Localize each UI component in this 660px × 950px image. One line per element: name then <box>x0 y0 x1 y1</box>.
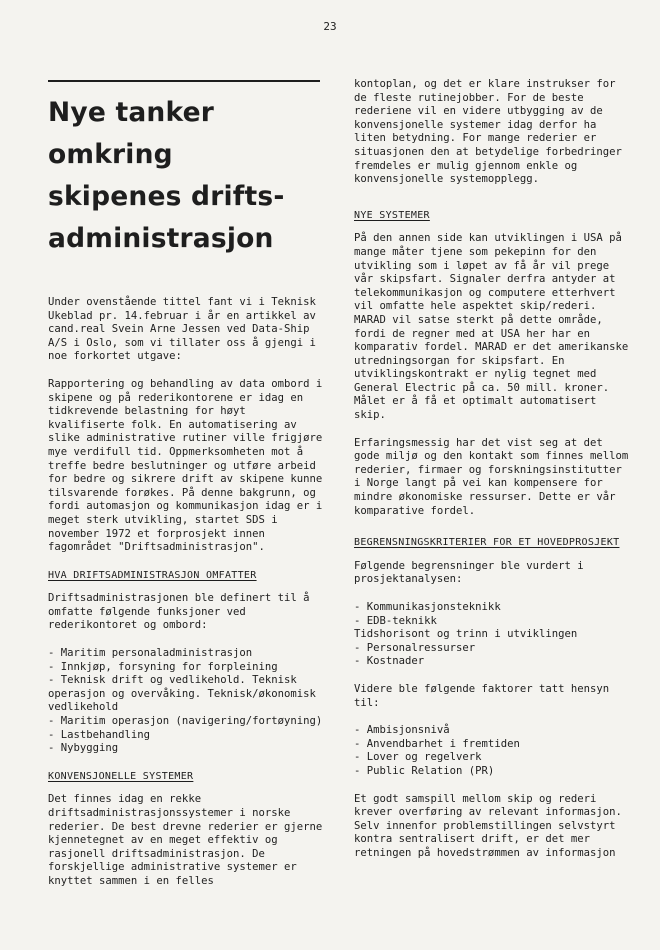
konv-paragraph: Det finnes idag en rekke driftsadministrasjonssystemer i norske rederier. De best drevne rederier er gjerne kjennetegnet av en meget effektiv og rasjonell driftsadministrasjon. De forskjellige administrative systemer er knyttet sammen i en felles <box>48 793 323 887</box>
right-column <box>354 78 630 875</box>
list-item: - Innkjøp, forsyning for forpleining <box>48 660 278 673</box>
list-item: - Lover og regelverk <box>354 751 482 764</box>
list-item: - Nybygging <box>48 742 119 755</box>
list-item: - Maritim personaladministrasjon <box>48 647 253 660</box>
list-item: - Maritim operasjon (navigering/fortøyning) <box>48 715 323 728</box>
page-number: 23 <box>323 20 337 33</box>
factors-list <box>354 724 630 778</box>
list-item: - Kommunikasjonsteknikk <box>354 601 501 613</box>
intro-paragraph: Under ovenstående tittel fant vi i Teknisk Ukeblad pr. 14.februar i år en artikkel av cand.real Svein Arne Jessen ved Data-Ship A/S i Oslo, som vi tillater oss å gjengi i noe forkortet utgave: <box>48 296 316 363</box>
section-heading-hva: HVA DRIFTSADMINISTRASJON OMFATTER <box>48 569 257 581</box>
section-heading-begr: BEGRENSNINGSKRITERIER FOR ET HOVEDPROSJEKT <box>354 537 620 549</box>
left-column <box>48 92 324 903</box>
article-title <box>48 92 324 260</box>
list-item: - Anvendbarhet i fremtiden <box>354 737 520 750</box>
functions-list <box>48 647 324 756</box>
title-rule <box>48 80 320 82</box>
begr-paragraph: Følgende begrensninger ble vurdert i prosjektanalysen: <box>354 559 584 586</box>
list-item: - Ambisjonsnivå <box>354 724 450 737</box>
erfaring-paragraph: Erfaringsmessig har det vist seg at det gode miljø og den kontakt som finnes mellom rederier, firmaer og forskningsinstitutter i Norge langt på vei kan kompensere for mindre økonomiske ressurser. Dette er vår komparative fordel. <box>354 436 629 517</box>
begr-list <box>354 601 630 669</box>
videre-paragraph: Videre ble følgende faktorer tatt hensyn til: <box>354 682 610 709</box>
list-item: - EDB-teknikk <box>354 614 437 627</box>
title-line: skipenes drifts- <box>48 181 285 212</box>
konv-continued-paragraph: kontoplan, og det er klare instrukser for de fleste rutinejobber. For de beste rederiene vil en videre utbygging av de konvensjonelle systemer idag derfor ha liten betydning. For mange rederier er situasjonen den at betydelige forbedringer fremdeles er mulig gjennom enkle og konvensjonelle systemopplegg. <box>354 78 622 186</box>
samspill-paragraph: Et godt samspill mellom skip og rederi krever overføring av relevant informasjon. Selv innenfor problemstillingen selvstyrt kontra sentralisert drift, er det mer retningen på hovedstrømmen av informasjon <box>354 792 622 859</box>
title-line: administrasjon <box>48 223 274 254</box>
nye-paragraph: På den annen side kan utviklingen i USA på mange måter tjene som pekepinn for den utvikling som i løpet av få år vil prege vår skipsfart. Signaler derfra antyder at telekommunikasjon og computere etterhvert vil omfatte hele aspektet skip/rederi. MARAD vil satse sterkt på dette område, fordi de regner med at USA her har en komparativ fordel. MARAD er det amerikanske utredningsorgan for skipsfart. En utviklingskontrakt er nylig tegnet med General Electric på ca. 50 mill. kroner. Målet er å få et optimalt automatisert skip. <box>354 232 629 422</box>
list-item: - Lastbehandling <box>48 728 151 741</box>
list-item: - Teknisk drift og vedlikehold. Teknisk operasjon og overvåking. Teknisk/økonomisk vedlikehold <box>48 674 316 714</box>
list-item: - Kostnader <box>354 655 425 668</box>
list-item: Tidshorisont og trinn i utviklingen <box>354 628 578 641</box>
list-item: - Public Relation (PR) <box>354 764 495 777</box>
definert-paragraph: Driftsadministrasjonen ble definert til å omfatte følgende funksjoner ved rederikontoret og ombord: <box>48 592 310 632</box>
list-item: - Personalressurser <box>354 641 476 654</box>
section-heading-konv: KONVENSJONELLE SYSTEMER <box>48 770 194 782</box>
title-line: Nye tanker omkring <box>48 97 215 170</box>
rapportering-paragraph: Rapportering og behandling av data ombord i skipene og på rederikontorene er idag en tidkrevende belastning for høyt kvalifiserte folk. En automatisering av slike administrative rutiner ville frigjøre mye verdifull tid. Oppmerksomheten mot å treffe bedre beslutninger og utføre arbeid for bedre og sikrere drift av skipene kunne tilsvarende forøkes. På denne bakgrunn, og fordi automasjon og kommunikasjon idag er i meget sterk utvikling, startet SDS i november 1972 et forprosjekt innen fagområdet "Driftsadministrasjon". <box>48 377 323 554</box>
section-heading-nye: NYE SYSTEMER <box>354 209 430 221</box>
